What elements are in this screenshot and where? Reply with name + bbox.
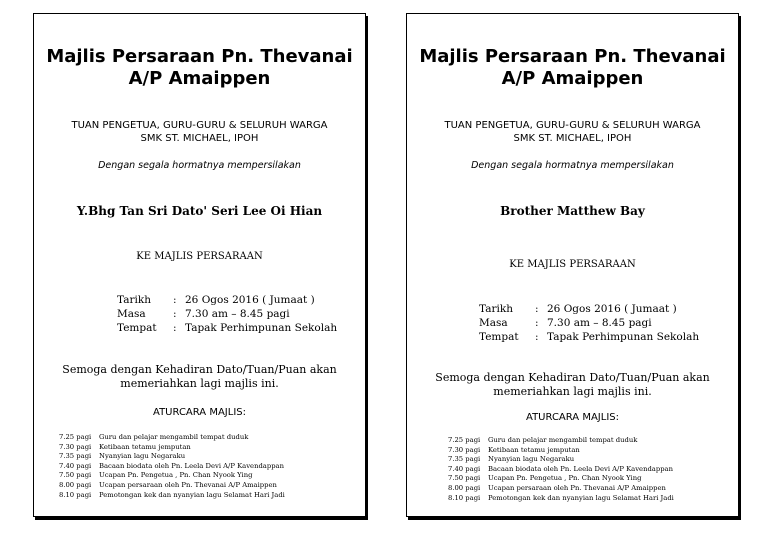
detail-value: Tapak Perhimpunan Sekolah [185,322,338,334]
closing-line-1: Semoga dengan Kehadiran Dato/Tuan/Puan akan [62,363,337,376]
agenda-heading: ATURCARA MAJLIS: [526,412,619,423]
closing-line-1: Semoga dengan Kehadiran Dato/Tuan/Puan akan [435,371,710,384]
detail-separator: : [535,303,539,315]
agenda-row [448,446,674,456]
closing-line-2: memeriahkan lagi majlis ini. [493,385,652,398]
invitation-card-right [406,13,739,517]
agenda-heading: ATURCARA MAJLIS: [153,407,246,418]
closing-text [34,363,365,391]
agenda-time: 7.25 pagi [448,436,481,444]
agenda-time: 7.25 pagi [59,433,92,441]
detail-row-time [479,316,699,330]
detail-row-date [117,293,337,307]
event-details [479,302,699,344]
agenda-time: 7.30 pagi [59,442,92,451]
detail-separator: : [535,331,539,343]
detail-value: 7.30 am – 8.45 pagi [185,308,290,320]
addressee-line-1: TUAN PENGETUA, GURU-GURU & SELURUH WARGA [444,120,701,131]
invite-line: Dengan segala hormatnya mempersilakan [98,160,301,171]
detail-label: Tarikh [479,303,513,315]
addressee-line-2: SMK ST. MICHAEL, IPOH [513,133,632,144]
detail-separator: : [173,322,177,334]
agenda-time: 8.00 pagi [59,480,92,489]
agenda-item: Ucapan persaraan oleh Pn. Thevanai A/P Amaippen [99,480,277,489]
agenda-row [448,455,674,465]
agenda-time: 7.40 pagi [448,464,481,473]
detail-separator: : [173,294,177,306]
agenda-row [59,433,285,443]
agenda-item: Ucapan persaraan oleh Pn. Thevanai A/P Amaippen [488,483,666,492]
detail-label: Tempat [117,322,157,334]
agenda-time: 8.10 pagi [448,493,481,502]
agenda-item: Ketibaan tetamu jemputan [99,442,191,451]
agenda-item: Nyanyian lagu Negaraku [488,455,575,464]
agenda-item: Ucapan Pn. Pengetua , Pn. Chan Nyook Ying [488,474,642,483]
closing-line-2: memeriahkan lagi majlis ini. [120,377,279,390]
invitation-card-left [33,13,366,517]
agenda-time: 7.30 pagi [448,445,481,454]
agenda-item: Bacaan biodata oleh Pn. Leela Devi A/P Kavendappan [488,464,673,473]
addressee-line-1: TUAN PENGETUA, GURU-GURU & SELURUH WARGA [71,120,328,131]
agenda-row [448,474,674,484]
agenda-row [59,491,285,501]
agenda-list [59,433,285,500]
agenda-row [448,484,674,494]
agenda-item: Ucapan Pn. Pengetua , Pn. Chan Nyook Ying [99,471,253,480]
agenda-row [448,436,674,446]
guest-name: Brother Matthew Bay [500,204,645,218]
detail-label: Tarikh [117,294,151,306]
agenda-time: 7.50 pagi [59,471,92,480]
agenda-time: 8.00 pagi [448,483,481,492]
agenda-item: Guru dan pelajar mengambil tempat duduk [488,436,638,444]
agenda-row [59,471,285,481]
agenda-time: 7.40 pagi [59,461,92,470]
agenda-row [59,481,285,491]
agenda-row [59,462,285,472]
detail-row-date [479,302,699,316]
agenda-item: Guru dan pelajar mengambil tempat duduk [99,433,249,441]
agenda-time: 7.50 pagi [448,474,481,483]
agenda-item: Pemotongan kek dan nyanyian lagu Selamat Hari Jadi [99,490,285,499]
agenda-time: 7.35 pagi [448,455,481,464]
detail-label: Masa [117,308,146,320]
card-title: Majlis Persaraan Pn. Thevanai A/P Amaippen [419,46,726,89]
agenda-item: Bacaan biodata oleh Pn. Leela Devi A/P Kavendappan [99,461,284,470]
detail-row-venue [479,330,699,344]
invite-line: Dengan segala hormatnya mempersilakan [471,160,674,171]
detail-separator: : [535,317,539,329]
detail-value: 26 Ogos 2016 ( Jumaat ) [185,294,315,306]
agenda-row [59,452,285,462]
addressee [407,119,738,145]
detail-value: 26 Ogos 2016 ( Jumaat ) [547,303,677,315]
detail-row-venue [117,321,337,335]
detail-label: Masa [479,317,508,329]
detail-row-time [117,307,337,321]
card-title: Majlis Persaraan Pn. Thevanai A/P Amaippen [46,46,353,89]
closing-text [407,371,738,399]
event-name: KE MAJLIS PERSARAAN [136,251,263,262]
agenda-row [448,465,674,475]
agenda-time: 8.10 pagi [59,490,92,499]
addressee [34,119,365,145]
event-details [117,293,337,335]
detail-separator: : [173,308,177,320]
detail-value: 7.30 am – 8.45 pagi [547,317,652,329]
agenda-time: 7.35 pagi [59,452,92,461]
agenda-list [448,436,674,503]
agenda-row [448,494,674,504]
detail-label: Tempat [479,331,519,343]
agenda-item: Nyanyian lagu Negaraku [99,452,186,461]
addressee-line-2: SMK ST. MICHAEL, IPOH [140,133,259,144]
guest-name: Y.Bhg Tan Sri Dato' Seri Lee Oi Hian [76,204,323,218]
event-name: KE MAJLIS PERSARAAN [509,259,636,270]
agenda-item: Pemotongan kek dan nyanyian lagu Selamat Hari Jadi [488,493,674,502]
agenda-row [59,443,285,453]
agenda-item: Ketibaan tetamu jemputan [488,445,580,454]
detail-value: Tapak Perhimpunan Sekolah [547,331,700,343]
